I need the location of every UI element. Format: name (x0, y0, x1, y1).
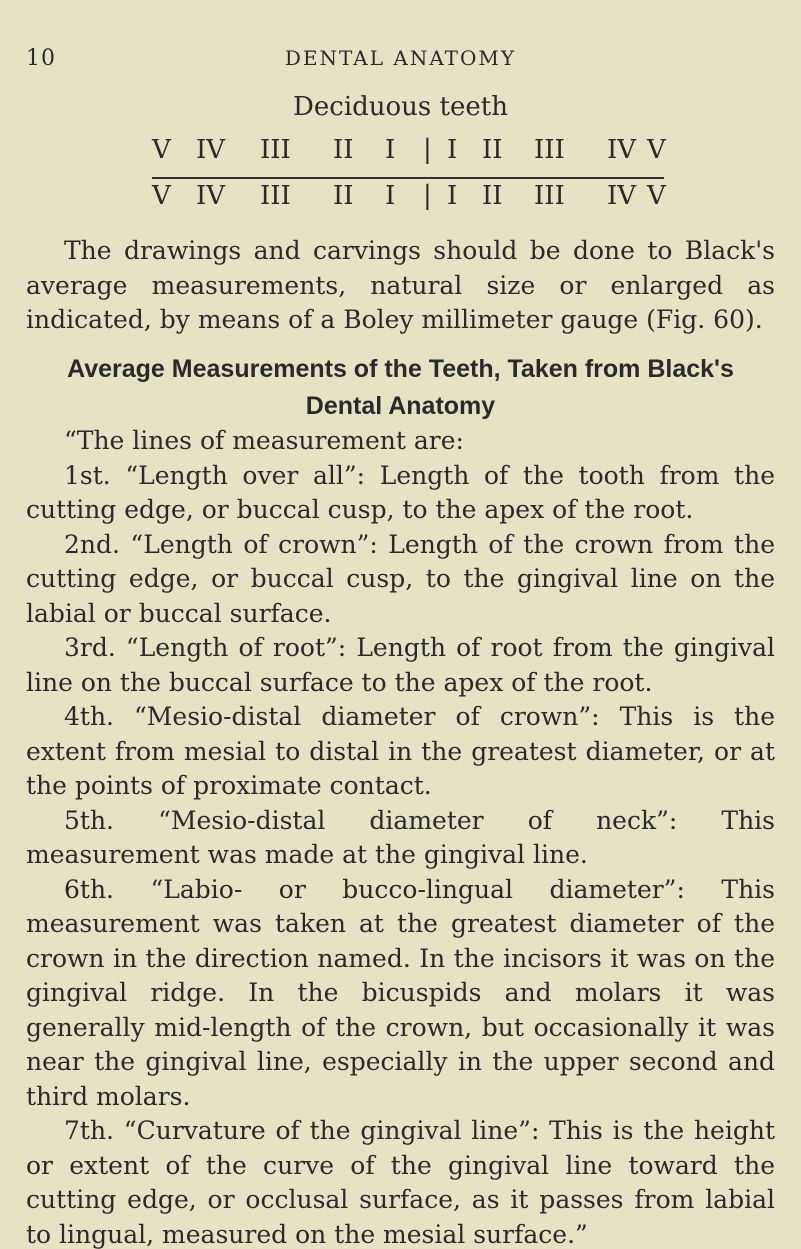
formula-tooth-numeral: I (385, 135, 396, 165)
formula-midline: | (423, 135, 432, 165)
formula-tooth-numeral: V (152, 181, 171, 211)
list-item: 6th. “Labio- or bucco-lingual diameter”: This measurement was taken at the greatest diameter of the crown in the direction named. In the incisors it was on the gingival ridge. In the bicuspids and molars it was generally mid-length of the crown, but occasionally it was near the gingival line, especially in the upper second and third molars. (26, 874, 775, 1111)
formula-tooth-numeral: II (333, 181, 354, 211)
formula-tooth-numeral: V (647, 181, 666, 211)
formula-tooth-numeral: II (482, 135, 503, 165)
formula-tooth-numeral: III (534, 181, 565, 211)
formula-tooth-numeral: III (260, 181, 291, 211)
list-item: 4th. “Mesio-distal diameter of crown”: This is the extent from mesial to distal in the greatest diameter, or at the points of proximate contact. (26, 702, 775, 800)
formula-tooth-numeral: IV (607, 135, 637, 165)
running-title: DENTAL ANATOMY (284, 46, 517, 70)
formula-tooth-numeral: IV (196, 135, 226, 165)
page-number: 10 (26, 46, 56, 71)
formula-tooth-numeral: II (482, 181, 503, 211)
list-item: 5th. “Mesio-distal diameter of neck”: This measurement was made at the gingival line. (26, 805, 775, 869)
body-lead: “The lines of measurement are: (64, 426, 464, 455)
intro-paragraph: The drawings and carvings should be done to Black's average measurements, natural size or enlarged as indicated, by means of a Boley millimeter gauge (Fig. 60). (26, 236, 775, 334)
formula-tooth-numeral: I (385, 181, 396, 211)
body-text (26, 424, 775, 1249)
formula-divider-line (152, 177, 664, 179)
list-item: 7th. “Curvature of the gingival line”: This is the height or extent of the curve of the gingival line toward the cutting edge, or occlusal surface, as it passes from labial to lingual, measured on the mesial surface.” (26, 1116, 775, 1249)
list-item: 2nd. “Length of crown”: Length of the crown from the cutting edge, or buccal cusp, to the gingival line on the labial or buccal surface. (26, 529, 775, 628)
formula-tooth-numeral: III (534, 135, 565, 165)
formula-tooth-numeral: I (447, 135, 458, 165)
running-head (26, 46, 775, 76)
list-item: 3rd. “Length of root”: Length of root from the gingival line on the buccal surface to the apex of the root. (26, 633, 775, 697)
formula-lower-row (152, 181, 664, 215)
formula-upper-row (152, 135, 664, 169)
formula-midline: | (423, 181, 432, 211)
formula-tooth-numeral: IV (196, 181, 226, 211)
formula-tooth-numeral: I (447, 181, 458, 211)
formula-caption: Deciduous teeth (293, 92, 508, 122)
section-heading: Average Measurements of the Teeth, Taken from Black's Dental Anatomy (67, 355, 734, 420)
list-item: 1st. “Length over all”: Length of the tooth from the cutting edge, or buccal cusp, to the apex of the root. (26, 460, 775, 524)
formula-tooth-numeral: IV (607, 181, 637, 211)
formula-tooth-numeral: III (260, 135, 291, 165)
formula-tooth-numeral: V (647, 135, 666, 165)
formula-tooth-numeral: II (333, 135, 354, 165)
formula-tooth-numeral: V (152, 135, 171, 165)
